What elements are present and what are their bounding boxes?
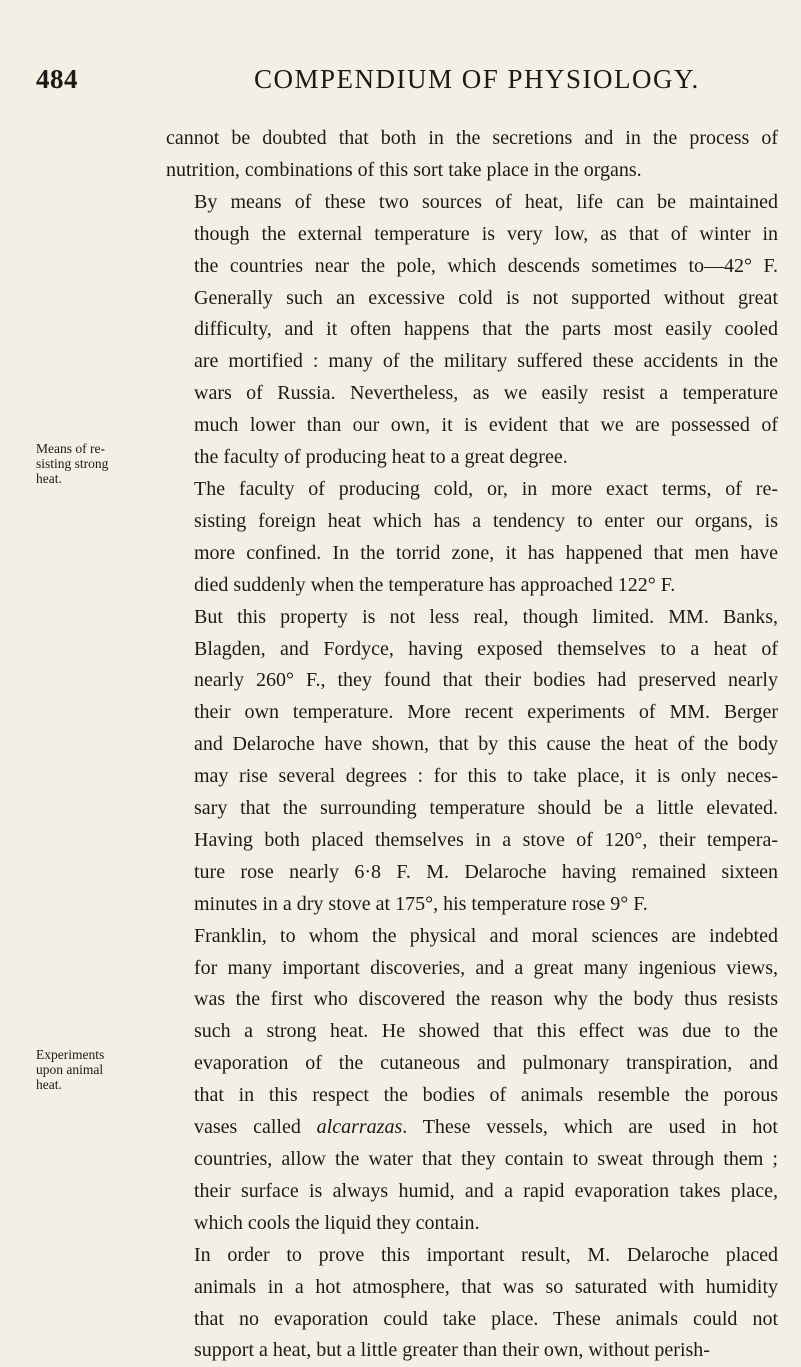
text-line: sary that the surrounding temperature should be a little elevated.	[194, 797, 778, 820]
text-line: was the first who discovered the reason why the body thus resists	[194, 988, 778, 1011]
paragraph	[166, 602, 778, 921]
text-line: the faculty of producing heat to a great degree.	[194, 446, 568, 469]
text-line: But this property is not less real, though limited. MM. Banks,	[194, 605, 778, 628]
paragraph	[166, 921, 778, 1240]
text-line: which cools the liquid they contain.	[194, 1211, 480, 1234]
text-line: the countries near the pole, which descends sometimes to—42° F.	[194, 254, 778, 277]
text-line: are mortified : many of the military suffered these accidents in the	[194, 350, 778, 373]
margin-note-line: heat.	[36, 471, 62, 486]
text-line: support a heat, but a little greater than their own, without perish-	[194, 1339, 710, 1362]
paragraph	[166, 1240, 778, 1367]
text-line: Blagden, and Fordyce, having exposed themselves to a heat of	[194, 637, 778, 660]
text-line: minutes in a dry stove at 175°, his temperature rose 9° F.	[194, 892, 648, 915]
text-line: Franklin, to whom the physical and moral sciences are indebted	[194, 924, 778, 947]
margin-note-line: sisting strong	[36, 456, 109, 471]
text-line: animals in a hot atmosphere, that was so saturated with humidity	[194, 1275, 778, 1298]
text-line: died suddenly when the temperature has approached 122° F.	[194, 573, 676, 596]
text-line: In order to prove this important result, M. Delaroche placed	[194, 1243, 778, 1266]
page-number: 484	[36, 64, 78, 94]
text-line: more confined. In the torrid zone, it has happened that men have	[194, 541, 778, 564]
paragraph	[166, 474, 778, 602]
text-line: and Delaroche have shown, that by this cause the heat of the body	[194, 733, 778, 756]
margin-note-line: upon animal	[36, 1062, 104, 1077]
margin-note-line: Means of re-	[36, 441, 105, 456]
paragraph	[166, 187, 778, 474]
text-line: their own temperature. More recent experiments of MM. Berger	[194, 701, 778, 724]
page-header	[0, 64, 801, 104]
text-line: nutrition, combinations of this sort take place in the organs.	[166, 158, 642, 181]
text-line: sisting foreign heat which has a tendency to enter our organs, is	[194, 509, 778, 532]
margin-note-resisting-heat	[36, 441, 136, 486]
text-line: difficulty, and it often happens that the parts most easily cooled	[194, 318, 778, 341]
text-line: evaporation of the cutaneous and pulmonary transpiration, and	[194, 1052, 778, 1075]
text-line: for many important discoveries, and a great many ingenious views,	[194, 956, 778, 979]
margin-note-line: Experiments	[36, 1047, 105, 1062]
text-line: nearly 260° F., they found that their bodies had preserved nearly	[194, 669, 778, 692]
text-line: wars of Russia. Nevertheless, as we easily resist a temperature	[194, 382, 778, 405]
text-line: their surface is always humid, and a rapid evaporation takes place,	[194, 1179, 778, 1202]
text-line: such a strong heat. He showed that this effect was due to the	[194, 1020, 778, 1043]
body-text	[166, 123, 778, 1367]
text-line: Having both placed themselves in a stove of 120°, their tempera-	[194, 828, 778, 851]
margin-note-experiments	[36, 1047, 136, 1092]
text-line: The faculty of producing cold, or, in more exact terms, of re-	[194, 477, 778, 500]
text-line: though the external temperature is very low, as that of winter in	[194, 222, 778, 245]
text-line: vases called alcarrazas. These vessels, which are used in hot	[194, 1116, 778, 1139]
margin-note-line: heat.	[36, 1077, 62, 1092]
running-title: COMPENDIUM OF PHYSIOLOGY.	[254, 64, 700, 94]
text-line: may rise several degrees : for this to take place, it is only neces-	[194, 765, 778, 788]
text-line: Generally such an excessive cold is not supported without great	[194, 286, 778, 309]
text-line: that no evaporation could take place. These animals could not	[194, 1307, 778, 1330]
text-line: countries, allow the water that they contain to sweat through them ;	[194, 1148, 778, 1170]
paragraph	[166, 123, 778, 187]
text-line: cannot be doubted that both in the secretions and in the process of	[166, 127, 778, 149]
text-line: By means of these two sources of heat, life can be maintained	[194, 190, 778, 213]
text-line: that in this respect the bodies of animals resemble the porous	[194, 1084, 778, 1107]
text-line: ture rose nearly 6·8 F. M. Delaroche having remained sixteen	[194, 860, 778, 883]
text-line: much lower than our own, it is evident that we are possessed of	[194, 414, 778, 437]
